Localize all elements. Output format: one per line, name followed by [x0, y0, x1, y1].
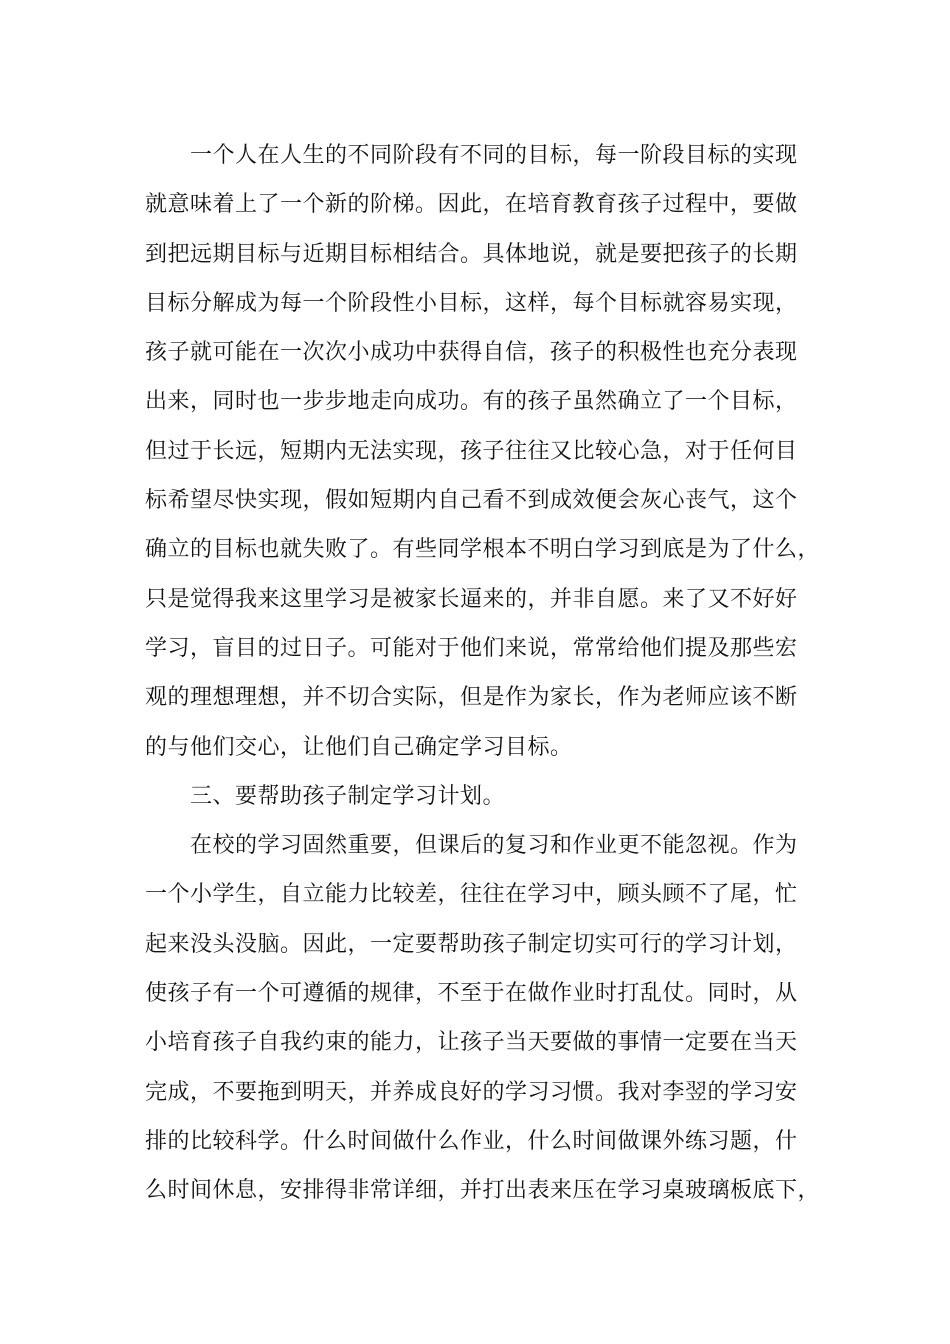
- text-line: 出来，同时也一步步地走向成功。有的孩子虽然确立了一个目标，: [145, 389, 798, 415]
- text-line: 一个人在人生的不同阶段有不同的目标，每一阶段目标的实现: [190, 143, 798, 168]
- text-line: 学习，盲目的过日子。可能对于他们来说，常常给他们提及那些宏: [145, 635, 798, 661]
- text-line: 确立的目标也就失败了。有些同学根本不明白学习到底是为了什么，: [145, 537, 821, 563]
- text-line: 到把远期目标与近期目标相结合。具体地说，就是要把孩子的长期: [145, 241, 798, 267]
- text-line: 只是觉得我来这里学习是被家长逼来的，并非自愿。来了又不好好: [145, 586, 798, 612]
- paragraph-study-plan: [145, 821, 821, 1215]
- text-line: 起来没头没脑。因此，一定要帮助孩子制定切实可行的学习计划，: [145, 931, 798, 957]
- text-line: 排的比较科学。什么时间做什么作业，什么时间做课外练习题，什: [145, 1128, 798, 1154]
- text-line: 么时间休息，安排得非常详细，并打出表来压在学习桌玻璃板底下，: [145, 1178, 821, 1204]
- text-line: 完成，不要拖到明天，并养成良好的学习习惯。我对李翌的学习安: [145, 1079, 798, 1105]
- text-line: 目标分解成为每一个阶段性小目标，这样，每个目标就容易实现，: [145, 290, 798, 316]
- text-line: 一个小学生，自立能力比较差，往往在学习中，顾头顾不了尾，忙: [145, 882, 798, 908]
- text-line: 使孩子有一个可遵循的规律，不至于在做作业时打乱仗。同时，从: [145, 981, 798, 1007]
- text-line: 孩子就可能在一次次小成功中获得自信，孩子的积极性也充分表现: [145, 340, 798, 366]
- body-text: [145, 131, 821, 1216]
- paragraph-goals: [145, 131, 821, 772]
- text-line: 标希望尽快实现，假如短期内自己看不到成效便会灰心丧气，这个: [145, 488, 798, 514]
- text-line: 但过于长远，短期内无法实现，孩子往往又比较心急，对于任何目: [145, 438, 798, 464]
- text-line: 观的理想理想，并不切合实际，但是作为家长，作为老师应该不断: [145, 685, 798, 711]
- text-line: 就意味着上了一个新的阶梯。因此，在培育教育孩子过程中，要做: [145, 192, 798, 218]
- text-line: 在校的学习固然重要，但课后的复习和作业更不能忽视。作为: [190, 833, 798, 859]
- section-heading: [145, 772, 815, 821]
- text-line: 小培育孩子自我约束的能力，让孩子当天要做的事情一定要在当天: [145, 1030, 798, 1056]
- text-line: 的与他们交心，让他们自己确定学习目标。: [145, 734, 573, 760]
- heading-line: 三、要帮助孩子制定学习计划。: [190, 783, 506, 809]
